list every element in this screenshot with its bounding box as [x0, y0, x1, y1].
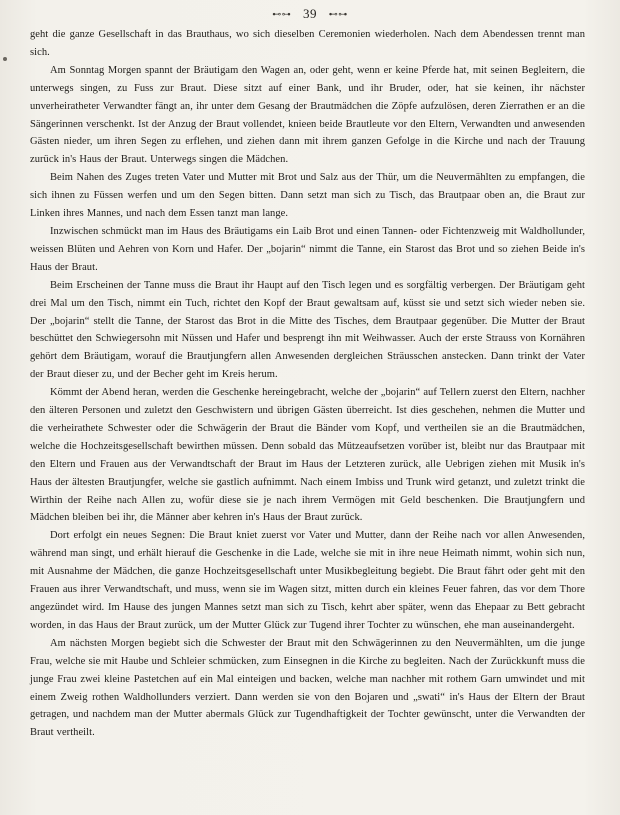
page-number: 39	[303, 6, 317, 22]
paragraph: Kömmt der Abend heran, werden die Geschenke hereingebracht, welche der „bojarin“ auf Tellern zuerst den Eltern, nachher den älteren Personen und zuletzt den Geschwistern und übrigen Gästen überreicht. Ist dies geschehen, nehmen die Mutter und die verheirathete Schwester oder die Schwägerin der Braut die Bänder vom Kopf, und vertheilen sie an die Brautmädchen, welche die Hochzeitsgesellschaft bewirthen müssen. Denn sobald das Mützeaufsetzen vorüber ist, bleibt nur das Brautpaar mit den Eltern und Frauen aus der Verwandtschaft der Braut im Haus der Letzteren zurück, alle Uebrigen ziehen mit Musik in's Haus der ältesten Brautjungfer, welche sie gastlich aufnimmt. Nach einem Imbiss und Trunk wird getanzt, und zuletzt trinkt die Wirthin der Reihe nach Allen zu, wofür diese sie je nach ihrem Vermögen mit Geld beschenken. Die Brautjungfern und Mädchen bleiben bei ihr, die Männer aber kehren in's Haus der Braut zurück.	[30, 387, 585, 524]
paragraph: Beim Erscheinen der Tanne muss die Braut ihr Haupt auf den Tisch legen und es sorgfältig verbergen. Der Bräutigam geht drei Mal um den Tisch, nimmt ein Tuch, richtet den Kopf der Braut gewaltsam auf, küsst sie und setzt sich wieder neben sie. Der „bojarin“ stellt die Tanne, der Starost das Brot in die Mitte des Tisches, dem Brautpaar gegenüber. Die Mutter der Braut beschüttet den Schwiegersohn mit Nüssen und Hafer und besprengt ihn mit Weihwasser. Auch der erste Strauss von Kornähren gehört dem Bräutigam, worauf die Brautjungfern allen Anwesenden dergleichen Sträusschen anstecken. Dann trinkt der Vater der Braut dieser zu, und der Becher geht im Kreis herum.	[30, 279, 585, 381]
header-ornament-right: ⊷⊶	[328, 9, 348, 20]
margin-mark	[3, 57, 7, 61]
header-ornament-left: ⊷⊶	[272, 9, 292, 20]
paragraph: Dort erfolgt ein neues Segnen: Die Braut kniet zuerst vor Vater und Mutter, dann der Reihe nach vor allen Anwesenden, während man singt, und erhält hierauf die Geschenke in die Lade, welche sie mit in ihre neue Heimath nimmt, wohin sich nun, mit Ausnahme der Mädchen, die ganze Hochzeitsgesellschaft unter Musikbegleitung begiebt. Die Braut fährt oder geht mit den Frauen aus ihrer Verwandtschaft, und muss, wenn sie im Wagen sitzt, mitten durch ein kleines Feuer fahren, das vor dem Thore angezündet wird. Im Hause des jungen Mannes setzt man sich zu Tisch, kehrt aber später, wenn das Ehepaar zu Bett gebracht worden, in das Haus der Braut zurück, um der Mutter Glück zur Tugend ihrer Tochter zu wünschen, ehe man auseinandergeht.	[30, 530, 585, 631]
paragraph: Am Sonntag Morgen spannt der Bräutigam den Wagen an, oder geht, wenn er keine Pferde hat, mit seinen Begleitern, die unterwegs singen, zu Fuss zur Braut. Diese sitzt auf einer Bank, und ihr Bruder, oder, hat sie keinen, ihr nächster unverheiratheter Verwandter fängt an, ihr unter dem Gesang der Brautmädchen die Zöpfe aufzulösen, deren Zierrathen er an die Sängerinnen verschenkt. Ist der Anzug der Braut vollendet, knieen beide Brautleute vor den Eltern, Verwandten und anwesenden Gästen nieder, um ihren Segen zu erflehen, und ziehen dann mit ihrem ganzen Gefolge in die Kirche und nach der Trauung zurück in's Haus der Braut. Unterwegs singen die Mädchen.	[30, 64, 585, 166]
body-text	[30, 26, 585, 742]
page-header	[0, 6, 620, 20]
paragraph: geht die ganze Gesellschaft in das Brauthaus, wo sich dieselben Ceremonien wiederholen. Nach dem Abendessen trennt man sich.	[30, 29, 585, 58]
paragraph: Am nächsten Morgen begiebt sich die Schwester der Braut mit den Schwägerinnen zu den Neuvermählten, um die junge Frau, welche sie mit Haube und Schleier schmücken, zum Einsegnen in die Kirche zu begleiten. Nach der Zurückkunft muss die junge Frau zwei kleine Pastetchen auf ein Mal einteigen und backen, welche man nachher mit rothem Garn umwindet und mit einem Zweig rothen Waldhollunders verziert. Dann werden sie von den Bojaren und „swati“ in's Haus der Eltern der Braut getragen, und nachdem man der Mutter abermals Glück zur Tugendhaftigkeit der Tochter gewünscht, unter die Verwandten der Braut vertheilt.	[30, 637, 585, 739]
paragraph: Inzwischen schmückt man im Haus des Bräutigams ein Laib Brot und einen Tannen- oder Fichtenzweig mit Waldhollunder, weissen Blüten und Aehren von Korn und Hafer. Der „bojarin“ nimmt die Tanne, ein Starost das Brot und so ziehen Beide in's Haus der Braut.	[30, 225, 585, 273]
paragraph: Beim Nahen des Zuges treten Vater und Mutter mit Brot und Salz aus der Thür, um die Neuvermählten zu empfangen, die sich ihnen zu Füssen werfen und um den Segen bitten. Dann setzt man sich zu Tisch, das Brautpaar oben an, die Braut zur Linken ihres Mannes, und nach dem Essen tanzt man lange.	[30, 172, 585, 220]
